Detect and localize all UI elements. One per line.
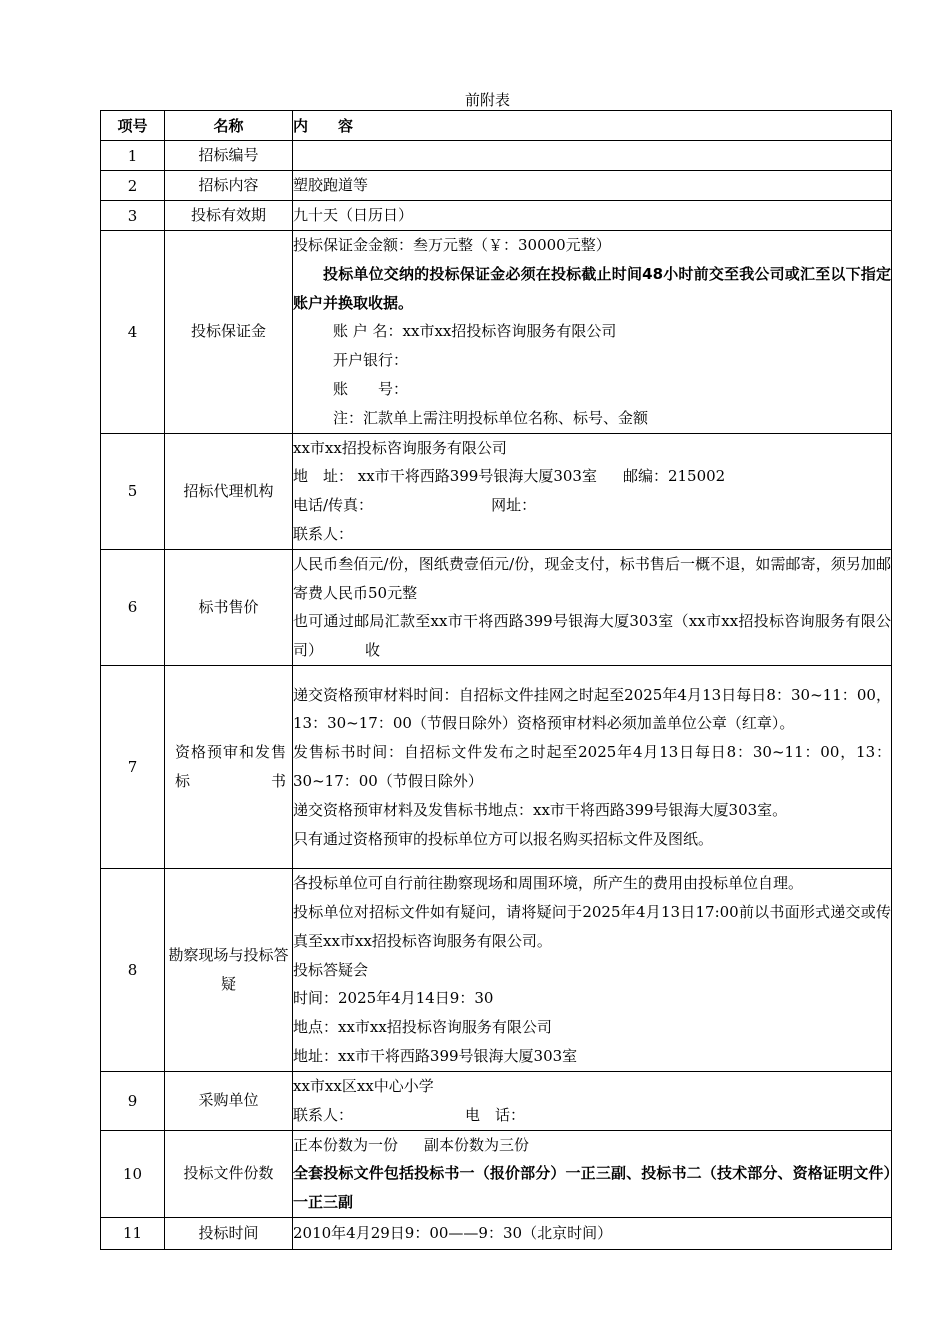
item-name: 投标时间 [165,1217,293,1249]
item-name: 采购单位 [165,1071,293,1130]
content-line: 联系人： [293,524,354,543]
item-content [293,665,892,868]
item-name: 投标保证金 [165,231,293,434]
content-line: 塑胶跑道等 [293,176,369,195]
item-content [293,868,892,1071]
content-line: 只有通过资格预审的投标单位方可以报名购买招标文件及图纸。 [293,829,714,848]
item-no: 11 [101,1217,165,1249]
content-line [293,1131,891,1160]
content-line: 开户银行： [333,351,409,370]
item-no: 2 [101,171,165,201]
item-content [293,1071,892,1130]
content-line-bold: 投标单位交纳的投标保证金必须在投标截止时间48小时前交至我公司或汇至以下指定账户并换取收据。 [293,264,891,312]
table-row [101,433,892,549]
table-row [101,665,892,868]
content-line: 注：汇款单上需注明投标单位名称、标号、金额 [333,408,649,427]
content-line: 投标保证金金额：叁万元整（￥：30000元整） [293,236,611,254]
phone-fax: 电话/传真： [293,496,374,515]
item-no: 3 [101,201,165,231]
header-name: 名称 [165,111,293,141]
content-line [293,491,891,520]
content-line: 九十天（日历日） [293,206,414,225]
table-header-row [101,111,892,141]
item-content [293,433,892,549]
content-line: 账 户 名：xx市xx招投标咨询服务有限公司 [333,322,617,341]
item-name: 招标编号 [165,141,293,171]
content-line-bold: 全套投标文件包括投标书一（报价部分）一正三副、投标书二（技术部分、资格证明文件）一正三副 [293,1164,891,1212]
item-name: 招标内容 [165,171,293,201]
item-no: 7 [101,665,165,868]
content-line: 各投标单位可自行前往勘察现场和周围环境，所产生的费用由投标单位自理。 [293,874,804,893]
content-line: 人民币叁佰元/份，图纸费壹佰元/份，现金支付，标书售后一概不退，如需邮寄，须另加邮寄费人民币50元整 [293,554,891,602]
item-content [293,1217,892,1249]
table-row [101,1217,892,1249]
item-no: 5 [101,433,165,549]
receive-label: 收 [365,641,381,660]
item-no: 6 [101,549,165,665]
address: 地 址： xx市干将西路399号银海大厦303室 [293,467,597,486]
header-item-no: 项号 [101,111,165,141]
remit-address: 也可通过邮局汇款至xx市干将西路399号银海大厦303室（xx市xx招投标咨询服务有限公司） [293,612,891,660]
item-name: 投标文件份数 [165,1130,293,1217]
content-line: 地点：xx市xx招投标咨询服务有限公司 [293,1018,552,1037]
content-line: xx市xx区xx中心小学 [293,1076,434,1095]
content-line: 递交资格预审材料时间：自招标文件挂网之时起至2025年4月13日每日8：30~11：00，13：30~17：00（节假日除外）资格预审材料必须加盖单位公章（红章）。 [293,685,891,733]
item-content [293,171,892,201]
item-content [293,141,892,171]
website: 网址： [491,496,537,515]
item-no: 8 [101,868,165,1071]
item-name: 投标有效期 [165,201,293,231]
content-line: 投标答疑会 [293,960,369,979]
content-line: 递交资格预审材料及发售标书地点：xx市干将西路399号银海大厦303室。 [293,800,788,819]
item-name: 标书售价 [165,549,293,665]
table-caption: 前附表 [464,91,510,109]
original-count: 正本份数为一份 [293,1135,399,1154]
content-line: 时间：2025年4月14日9：30 [293,989,494,1008]
content-line [293,462,891,491]
item-no: 10 [101,1130,165,1217]
item-content [293,201,892,231]
table-row [101,141,892,171]
item-name: 勘察现场与投标答疑 [165,868,293,1071]
content-line: 地址：xx市干将西路399号银海大厦303室 [293,1046,578,1065]
content-line: 投标单位对招标文件如有疑问，请将疑问于2025年4月13日17:00前以书面形式递交或传真至xx市xx招投标咨询服务有限公司。 [293,902,891,950]
front-appendix-table [100,110,892,1250]
item-no: 9 [101,1071,165,1130]
contact-label: 联系人： [293,1105,354,1124]
item-name: 招标代理机构 [165,433,293,549]
item-no: 1 [101,141,165,171]
content-line: 发售标书时间：自招标文件发布之时起至2025年4月13日每日8：30~11：00，13：30~17：00（节假日除外） [293,743,891,790]
item-name: 资格预审和发售标书 [165,665,293,868]
table-row [101,868,892,1071]
table-row [101,549,892,665]
content-line: xx市xx招投标咨询服务有限公司 [293,438,507,457]
table-row [101,231,892,434]
item-content [293,231,892,434]
header-content: 内 容 [293,111,892,141]
copy-count: 副本份数为三份 [424,1135,530,1154]
table-row [101,201,892,231]
content-line: 2010年4月29日9：00——9：30（北京时间） [293,1224,613,1243]
postcode: 邮编：215002 [622,467,726,486]
item-no: 4 [101,231,165,434]
table-row [101,1130,892,1217]
table-row [101,1071,892,1130]
table-row [101,171,892,201]
content-line: 账 号： [333,379,409,398]
content-line [293,1101,891,1130]
content-line [293,607,891,665]
phone-label: 电 话： [465,1105,526,1124]
item-content [293,1130,892,1217]
item-content [293,549,892,665]
